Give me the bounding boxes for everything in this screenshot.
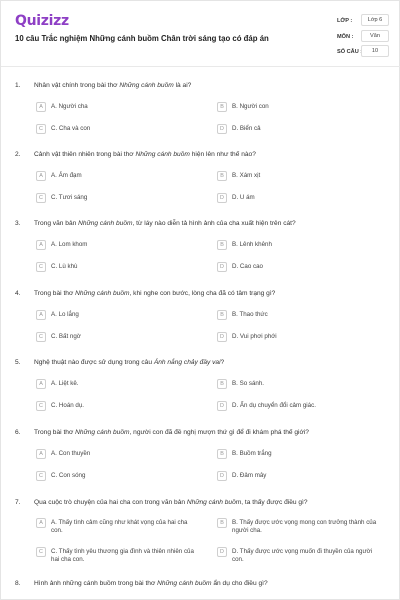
option-letter-badge: C: [36, 262, 46, 272]
question-text: Trong văn bản Những cánh buồm, từ láy nào diễn tả hình ảnh của cha xuất hiện trên cát?: [34, 220, 296, 227]
question-text: Qua cuộc trò chuyện của hai cha con trong văn bản Những cánh buồm, ta thấy được điều gì?: [34, 499, 308, 506]
option-letter-badge: D: [217, 471, 227, 481]
answer-option-c[interactable]: [34, 190, 202, 206]
option-text: D. Đảm mây: [232, 472, 267, 479]
question-count-value: 10: [361, 45, 389, 57]
answer-option-d[interactable]: [215, 545, 383, 568]
option-letter-badge: A: [36, 171, 46, 181]
option-text: C. Tươi sáng: [51, 194, 88, 201]
option-letter-badge: B: [217, 240, 227, 250]
answer-option-b[interactable]: [215, 168, 383, 184]
answer-option-a[interactable]: [34, 168, 202, 184]
option-text: D. Ẩn dụ chuyển đổi cảm giác.: [232, 402, 316, 409]
answer-option-c[interactable]: [34, 329, 202, 345]
option-letter-badge: B: [217, 102, 227, 112]
answer-option-b[interactable]: [215, 307, 383, 323]
question-number: 1.: [15, 82, 21, 89]
question-number: 2.: [15, 151, 21, 158]
quizizz-logo: Quizizz: [15, 13, 69, 29]
option-text: B. Buồm trắng: [232, 450, 272, 457]
option-text: C. Con sóng: [51, 472, 86, 479]
question-number: 3.: [15, 220, 21, 227]
option-letter-badge: D: [217, 193, 227, 203]
answer-option-a[interactable]: [34, 99, 202, 115]
option-letter-badge: D: [217, 547, 227, 557]
option-text: D. Thấy được ước vọng muốn đi thuyền của người con.: [232, 548, 373, 563]
page-title: 10 câu Trắc nghiệm Những cánh buồm Chân trời sáng tạo có đáp án: [15, 34, 269, 43]
question-number: 6.: [15, 429, 21, 436]
question-text: Cảnh vật thiên nhiên trong bài thơ Những cánh buồm hiện lên như thế nào?: [34, 151, 256, 158]
option-letter-badge: B: [217, 379, 227, 389]
answer-option-a[interactable]: [34, 446, 202, 462]
option-letter-badge: C: [36, 401, 46, 411]
answer-option-a[interactable]: [34, 237, 202, 253]
option-text: A. Ảm đạm: [51, 172, 82, 179]
answer-option-d[interactable]: [215, 398, 383, 414]
option-text: D. Cao cao: [232, 263, 263, 270]
answer-option-a[interactable]: [34, 516, 202, 539]
question-text: Trong bài thơ Những cánh buồm, người con đã đề nghị mượn thứ gì để đi khám phá thế giới?: [34, 429, 309, 436]
option-letter-badge: B: [217, 171, 227, 181]
answer-option-d[interactable]: [215, 190, 383, 206]
option-letter-badge: C: [36, 471, 46, 481]
option-letter-badge: C: [36, 124, 46, 134]
answer-option-c[interactable]: [34, 398, 202, 414]
answer-option-d[interactable]: [215, 468, 383, 484]
option-text: C. Bất ngờ: [51, 333, 81, 340]
option-letter-badge: D: [217, 262, 227, 272]
option-text: A. Con thuyền: [51, 450, 91, 457]
question-number: 5.: [15, 359, 21, 366]
answer-option-b[interactable]: [215, 99, 383, 115]
option-text: C. Lù khù: [51, 263, 78, 270]
option-letter-badge: D: [217, 401, 227, 411]
answer-option-c[interactable]: [34, 468, 202, 484]
option-letter-badge: B: [217, 518, 227, 528]
option-letter-badge: A: [36, 379, 46, 389]
option-text: B. Người con: [232, 103, 269, 110]
question-text: Nghệ thuật nào được sử dụng trong câu Ánh nắng chảy đầy vai?: [34, 359, 225, 366]
option-letter-badge: A: [36, 449, 46, 459]
subject-value: Văn: [361, 30, 389, 42]
subject-label: MÔN :: [337, 34, 354, 40]
option-text: D. U ám: [232, 194, 255, 201]
answer-option-c[interactable]: [34, 259, 202, 275]
option-text: A. Thấy tình cảm cũng như khát vọng của hai cha con.: [51, 519, 188, 534]
option-letter-badge: B: [217, 310, 227, 320]
answer-option-b[interactable]: [215, 376, 383, 392]
question-number: 7.: [15, 499, 21, 506]
option-letter-badge: A: [36, 310, 46, 320]
question-number: 4.: [15, 290, 21, 297]
option-letter-badge: C: [36, 193, 46, 203]
answer-option-d[interactable]: [215, 329, 383, 345]
question-number: 8.: [15, 580, 21, 587]
answer-option-d[interactable]: [215, 121, 383, 137]
option-text: B. Xám xịt: [232, 172, 261, 179]
option-text: B. Thấy được ước vọng mong con trưởng thành của người cha.: [232, 519, 377, 534]
option-letter-badge: D: [217, 124, 227, 134]
answer-option-c[interactable]: [34, 121, 202, 137]
question-text: Nhân vật chính trong bài thơ Những cánh buồm là ai?: [34, 82, 192, 89]
option-text: A. Lo lắng: [51, 311, 79, 318]
option-text: A. Người cha: [51, 103, 88, 110]
option-text: C. Thấy tình yêu thương gia đình và thiên nhiên của hai cha con.: [51, 548, 194, 563]
answer-option-d[interactable]: [215, 259, 383, 275]
question-text: Trong bài thơ Những cánh buồm, khi nghe con bước, lòng cha đã có tâm trạng gì?: [34, 290, 276, 297]
option-letter-badge: B: [217, 449, 227, 459]
option-letter-badge: A: [36, 240, 46, 250]
option-letter-badge: C: [36, 332, 46, 342]
option-text: C. Hoán dụ.: [51, 402, 85, 409]
option-text: B. Lênh khênh: [232, 241, 272, 248]
answer-option-a[interactable]: [34, 307, 202, 323]
answer-option-b[interactable]: [215, 516, 383, 539]
question-count-label: SỐ CÂU :: [337, 49, 363, 55]
grade-label: LỚP :: [337, 18, 353, 24]
option-text: C. Cha và con: [51, 125, 91, 132]
option-text: B. So sánh.: [232, 380, 264, 387]
option-letter-badge: C: [36, 547, 46, 557]
answer-option-b[interactable]: [215, 446, 383, 462]
option-text: A. Liệt kê.: [51, 380, 79, 387]
answer-option-b[interactable]: [215, 237, 383, 253]
option-letter-badge: A: [36, 102, 46, 112]
grade-value: Lớp 6: [361, 14, 389, 26]
option-text: B. Thao thức: [232, 311, 268, 318]
answer-option-a[interactable]: [34, 376, 202, 392]
option-letter-badge: A: [36, 518, 46, 528]
question-text: Hình ảnh những cánh buồm trong bài thơ Những cánh buồm ẩn dụ cho điều gì?: [34, 580, 268, 587]
option-text: A. Lom khom: [51, 241, 88, 248]
option-text: D. Vui phơi phới: [232, 333, 277, 340]
answer-option-c[interactable]: [34, 545, 202, 568]
worksheet-header: [1, 1, 400, 67]
option-text: D. Biển cả: [232, 125, 261, 132]
option-letter-badge: D: [217, 332, 227, 342]
